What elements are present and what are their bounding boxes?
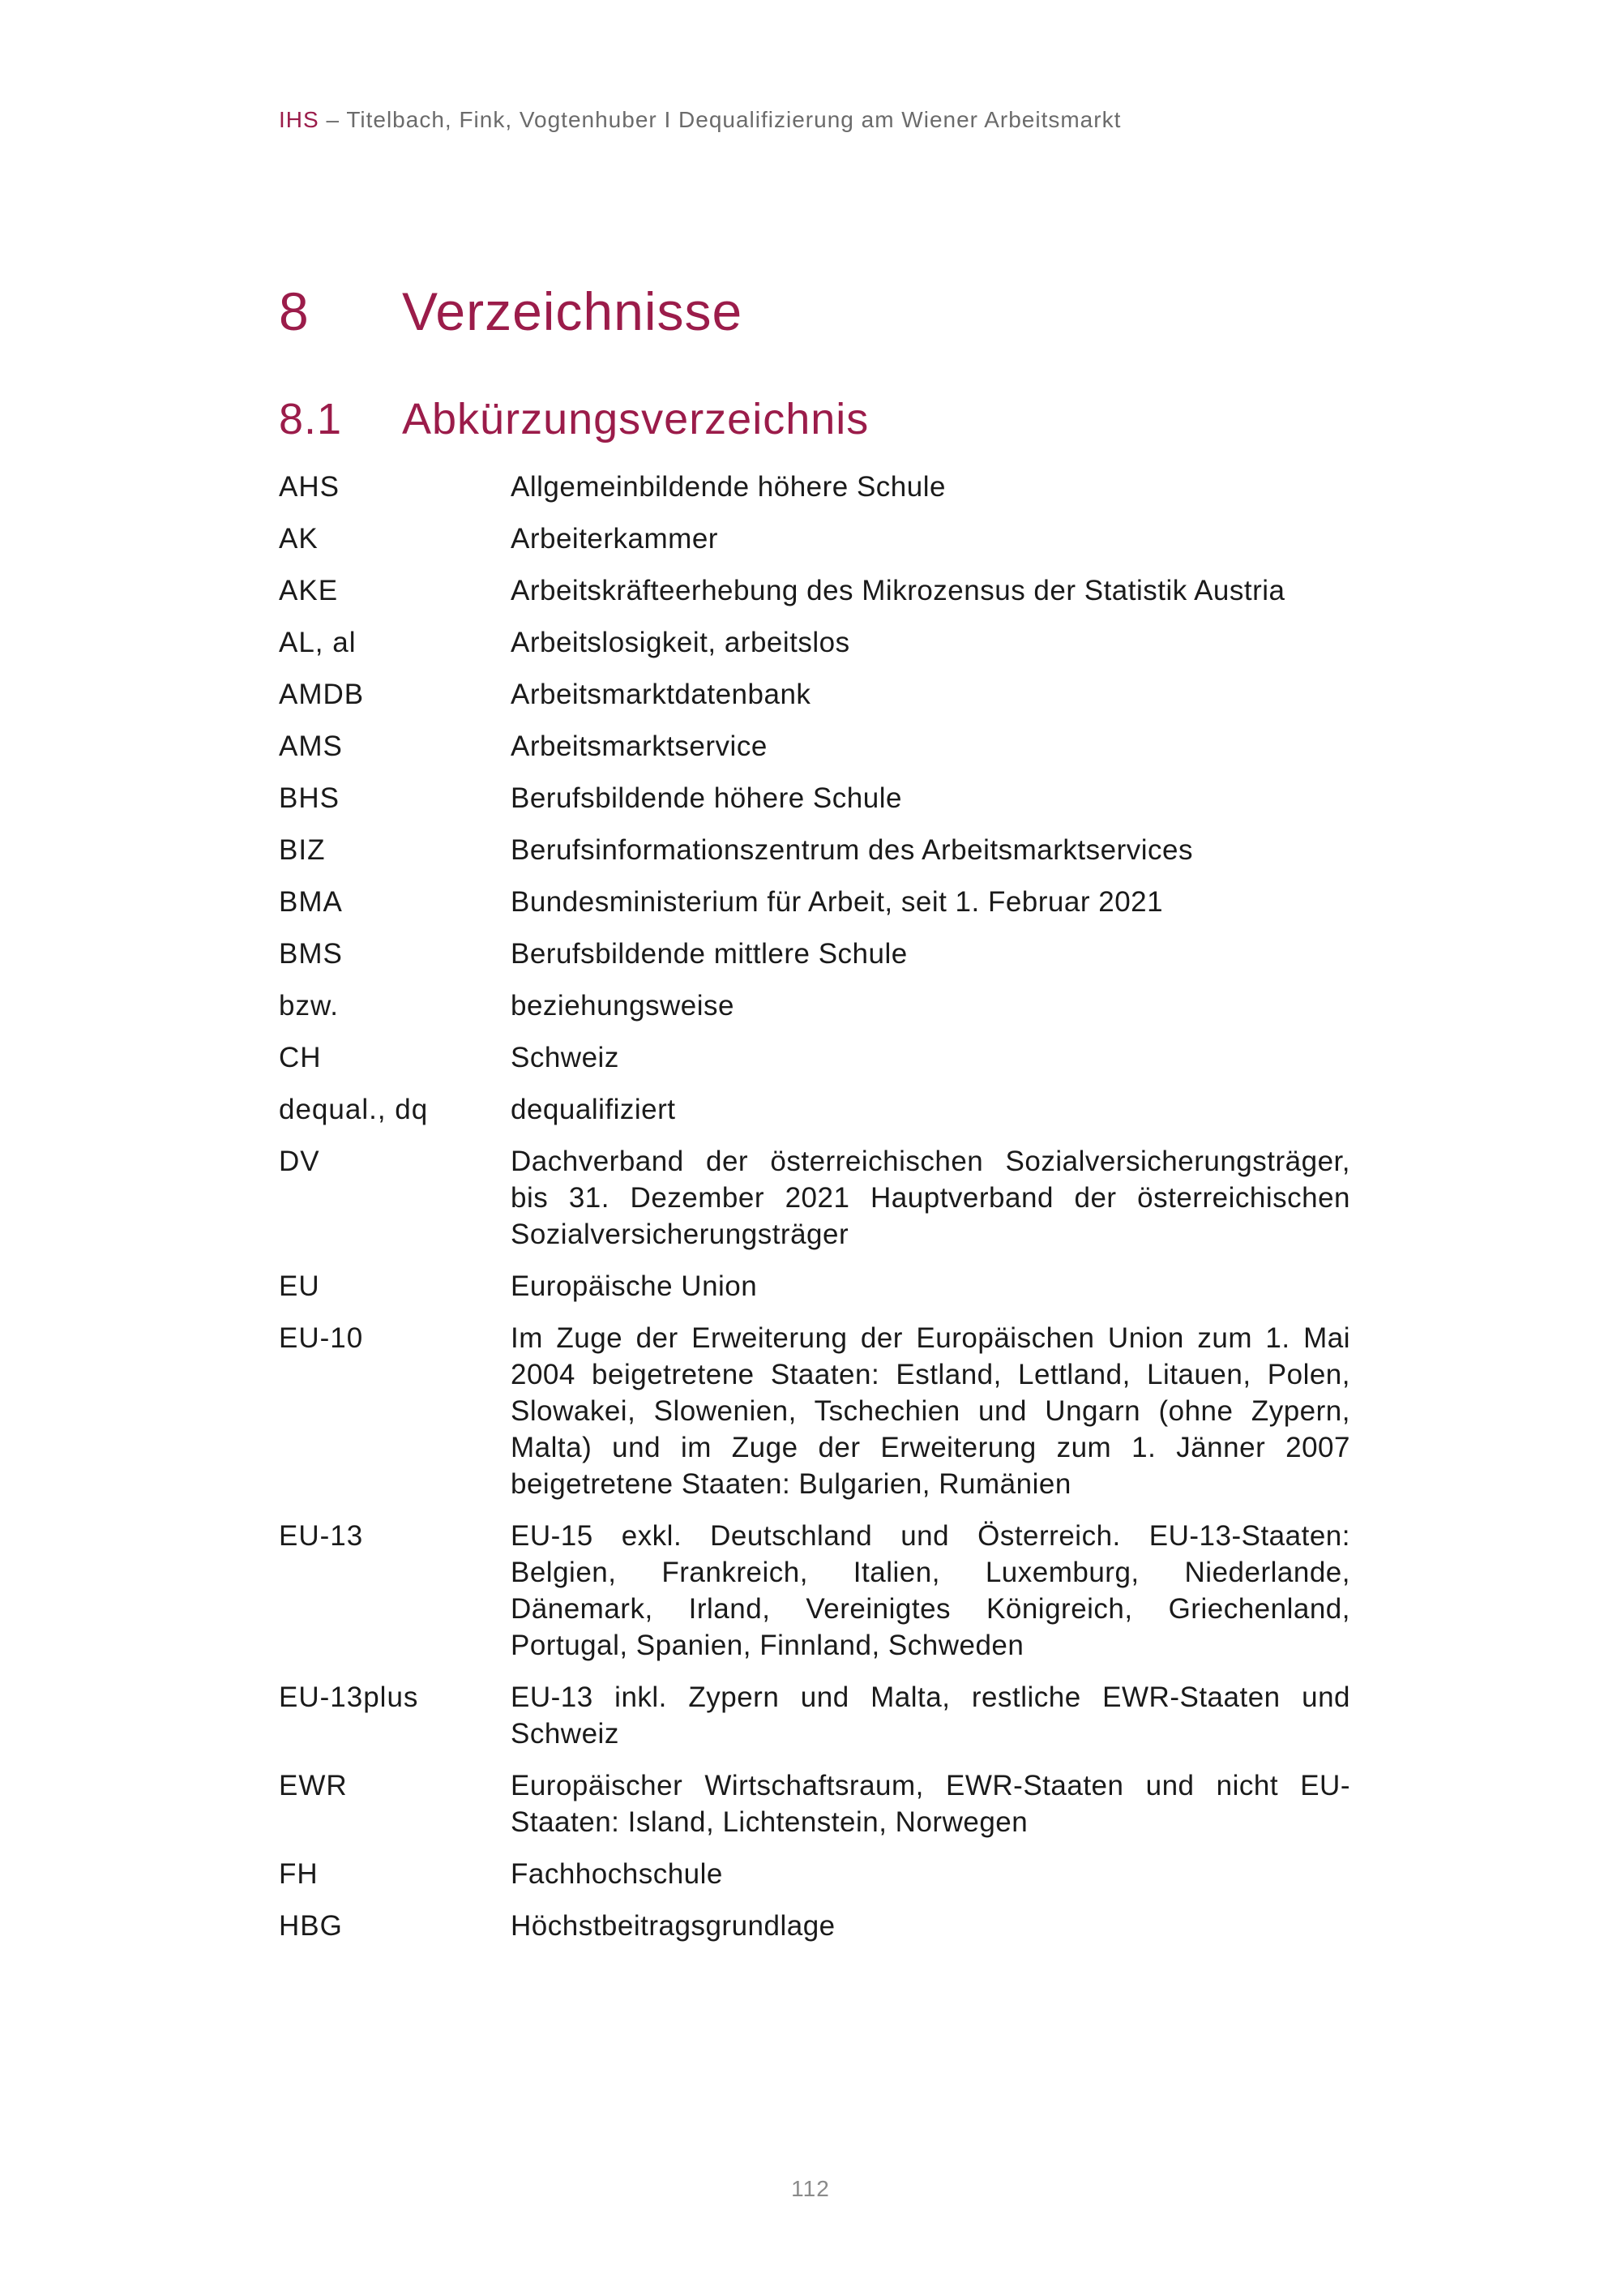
section-title: Abkürzungsverzeichnis bbox=[402, 395, 870, 443]
abbreviation-term: DV bbox=[279, 1146, 320, 1177]
abbreviation-row bbox=[279, 1143, 1350, 1253]
abbreviation-definition: Berufsbildende mittlere Schule bbox=[511, 938, 908, 970]
abbreviation-row bbox=[279, 1268, 1350, 1304]
abbreviation-definition: Höchstbeitragsgrundlage bbox=[511, 1910, 836, 1942]
abbreviation-definition: Europäischer Wirtschaftsraum, EWR-Staaten und nicht EU-Staaten: Island, Lichtenstein, Norwegen bbox=[511, 1770, 1350, 1838]
abbreviation-term: EU bbox=[279, 1270, 320, 1302]
abbreviation-definition: Arbeitsmarktservice bbox=[511, 730, 768, 762]
abbreviation-row bbox=[279, 832, 1350, 868]
abbreviation-definition: Arbeitslosigkeit, arbeitslos bbox=[511, 627, 850, 658]
abbreviation-definition: dequalifiziert bbox=[511, 1094, 676, 1125]
abbreviation-term: EU-13 bbox=[279, 1520, 364, 1552]
abbreviation-term: EWR bbox=[279, 1770, 348, 1801]
abbreviation-list bbox=[279, 469, 1350, 1960]
chapter-title: Verzeichnisse bbox=[402, 281, 743, 341]
abbreviation-term: HBG bbox=[279, 1910, 343, 1942]
abbreviation-definition: Arbeitskräfteerhebung des Mikrozensus der Statistik Austria bbox=[511, 575, 1285, 606]
abbreviation-row bbox=[279, 1679, 1350, 1752]
abbreviation-row bbox=[279, 884, 1350, 920]
abbreviation-definition: Arbeiterkammer bbox=[511, 523, 718, 555]
abbreviation-row bbox=[279, 469, 1350, 505]
abbreviation-term: BMA bbox=[279, 886, 343, 918]
abbreviation-term: AL, al bbox=[279, 627, 357, 658]
abbreviation-row bbox=[279, 520, 1350, 557]
abbreviation-row bbox=[279, 1518, 1350, 1664]
header-text: – Titelbach, Fink, Vogtenhuber I Dequalifizierung am Wiener Arbeitsmarkt bbox=[319, 107, 1122, 132]
abbreviation-row bbox=[279, 676, 1350, 713]
abbreviation-row bbox=[279, 780, 1350, 816]
abbreviation-term: dequal., dq bbox=[279, 1094, 429, 1125]
abbreviation-term: AKE bbox=[279, 575, 339, 606]
abbreviation-definition: Fachhochschule bbox=[511, 1858, 723, 1890]
abbreviation-row bbox=[279, 936, 1350, 972]
abbreviation-row bbox=[279, 1856, 1350, 1892]
abbreviation-definition: beziehungsweise bbox=[511, 990, 735, 1022]
abbreviation-term: FH bbox=[279, 1858, 319, 1890]
abbreviation-term: AMDB bbox=[279, 679, 365, 710]
chapter-number: 8 bbox=[279, 281, 310, 341]
abbreviation-row bbox=[279, 1908, 1350, 1944]
abbreviation-definition: Allgemeinbildende höhere Schule bbox=[511, 471, 946, 503]
abbreviation-term: EU-13plus bbox=[279, 1681, 419, 1713]
abbreviation-definition: Im Zuge der Erweiterung der Europäischen Union zum 1. Mai 2004 beigetretene Staaten: Estland, Lettland, Litauen, Polen, Slowakei, Slowenien, Tschechien und Ungarn (ohne Zypern, Malta) und im Zuge der Erweiterung zum 1. Jänner 2007 beigetretene Staaten: Bulgarien, Rumänien bbox=[511, 1322, 1350, 1500]
abbreviation-term: CH bbox=[279, 1042, 322, 1073]
abbreviation-definition: Bundesministerium für Arbeit, seit 1. Februar 2021 bbox=[511, 886, 1164, 918]
abbreviation-term: EU-10 bbox=[279, 1322, 364, 1354]
abbreviation-term: BIZ bbox=[279, 834, 326, 866]
abbreviation-definition: EU-13 inkl. Zypern und Malta, restliche EWR-Staaten und Schweiz bbox=[511, 1681, 1350, 1750]
chapter-heading bbox=[279, 281, 742, 342]
abbreviation-definition: Berufsbildende höhere Schule bbox=[511, 782, 902, 814]
abbreviation-row bbox=[279, 1039, 1350, 1076]
abbreviation-term: BMS bbox=[279, 938, 343, 970]
abbreviation-row bbox=[279, 1320, 1350, 1502]
section-heading bbox=[279, 394, 869, 444]
abbreviation-row bbox=[279, 1091, 1350, 1128]
page-number: 112 bbox=[791, 2176, 830, 2201]
abbreviation-row bbox=[279, 728, 1350, 765]
abbreviation-definition: Dachverband der österreichischen Sozialversicherungsträger, bis 31. Dezember 2021 Hauptverband der österreichischen Sozialversicherungsträger bbox=[511, 1146, 1350, 1250]
abbreviation-term: AMS bbox=[279, 730, 343, 762]
abbreviation-term: AHS bbox=[279, 471, 340, 503]
abbreviation-definition: Europäische Union bbox=[511, 1270, 758, 1302]
section-number: 8.1 bbox=[279, 395, 343, 443]
header-brand: IHS bbox=[279, 107, 319, 132]
running-header bbox=[279, 107, 1121, 133]
abbreviation-definition: EU-15 exkl. Deutschland und Österreich. EU-13-Staaten: Belgien, Frankreich, Italien, Luxemburg, Niederlande, Dänemark, Irland, Vereinigtes Königreich, Griechenland, Portugal, Spanien, Finnland, Schweden bbox=[511, 1520, 1350, 1661]
abbreviation-term: BHS bbox=[279, 782, 340, 814]
abbreviation-term: AK bbox=[279, 523, 319, 555]
abbreviation-row bbox=[279, 624, 1350, 661]
abbreviation-row bbox=[279, 572, 1350, 609]
abbreviation-definition: Schweiz bbox=[511, 1042, 619, 1073]
abbreviation-definition: Arbeitsmarktdatenbank bbox=[511, 679, 811, 710]
abbreviation-term: bzw. bbox=[279, 990, 340, 1022]
abbreviation-row bbox=[279, 1767, 1350, 1840]
abbreviation-definition: Berufsinformationszentrum des Arbeitsmarktservices bbox=[511, 834, 1193, 866]
abbreviation-row bbox=[279, 987, 1350, 1024]
